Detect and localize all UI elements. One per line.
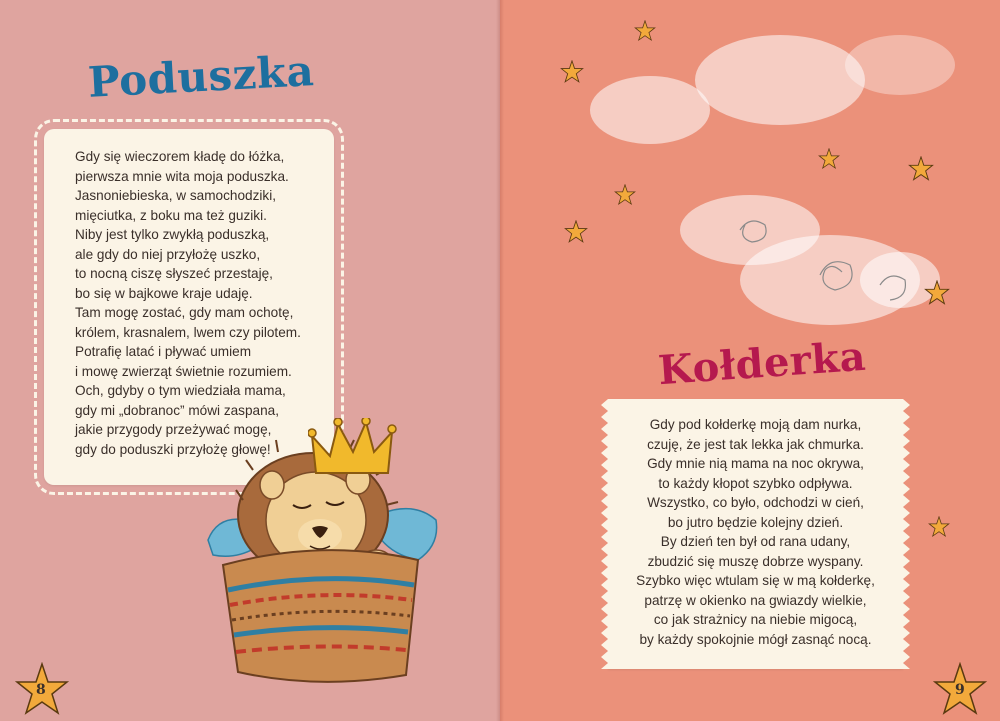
poem-line: gdy mi „dobranoc” mówi zaspana, [75,402,279,418]
poem-line: to nocną ciszę słyszeć przestaję, [75,266,273,281]
poem-right [608,415,903,649]
poem-line: Wszystko, co było, odchodzi w cień, [647,495,864,510]
left-page-title: Poduszka [86,46,316,107]
star-icon [818,148,840,170]
right-page-title: Kołderka [656,332,868,395]
poem-line: By dzień ten był od rana udany, [660,534,851,549]
star-icon [908,156,934,182]
poem-line: co jak strażnicy na niebie migocą, [653,612,858,627]
crown-icon [308,418,398,488]
poem-line: jakie przygody przeżywać mogę, [75,422,272,437]
star-icon [614,184,636,206]
poem-line: zbudzić się muszę dobrze wyspany. [647,553,864,569]
book-gutter [496,0,504,721]
poem-line: Potrafię latać i pływać umiem [75,344,252,359]
star-icon [928,516,950,538]
poem-line: by każdy spokojnie mógł zasnąć nocą. [639,631,872,647]
poem-line: i mowę zwierząt świetnie rozumiem. [75,363,292,379]
poem-line: bo jutro będzie kolejny dzień. [667,514,844,530]
poem-line: Gdy mnie nią mama na noc okrywa, [647,456,864,471]
star-icon [924,280,950,306]
poem-line: pierwsza mnie wita moja poduszka. [75,168,289,184]
poem-left [75,147,301,459]
poem-line: Szybko więc wtulam się w mą kołderkę, [636,573,875,588]
star-icon [560,60,584,84]
star-icon [634,20,656,42]
poem-line: to każdy kłopot szybko odpływa. [658,475,853,491]
poem-line: gdy do poduszki przyłożę głowę! [75,441,271,457]
poem-card-right [608,399,903,669]
poem-line: Jasnoniebieska, w samochodziki, [75,188,276,203]
poem-line: bo się w bajkowe kraje udaję. [75,285,253,301]
card-zigzag-border [598,399,608,669]
poem-line: patrzę w okienko na gwiazdy wielkie, [644,592,867,608]
star-icon [564,220,588,244]
page-number-left: 8 [36,682,46,698]
poem-line: Och, gdyby o tym wiedziała mama, [75,383,286,398]
poem-line: Gdy pod kołderkę moją dam nurka, [649,417,862,432]
page-number-right: 9 [955,682,965,698]
poem-line: ale gdy do niej przyłożę uszko, [75,246,261,262]
poem-line: czuję, że jest tak lekka jak chmurka. [647,436,864,452]
poem-line: królem, krasnalem, lwem czy pilotem. [75,324,301,340]
card-zigzag-border [903,399,913,669]
poem-line: Gdy się wieczorem kładę do łóżka, [75,149,285,164]
poem-line: Niby jest tylko zwykłą poduszką, [75,227,270,242]
right-page [500,0,1000,721]
poem-line: mięciutka, z boku ma też guziki. [75,207,267,223]
poem-line: Tam mogę zostać, gdy mam ochotę, [75,305,294,320]
